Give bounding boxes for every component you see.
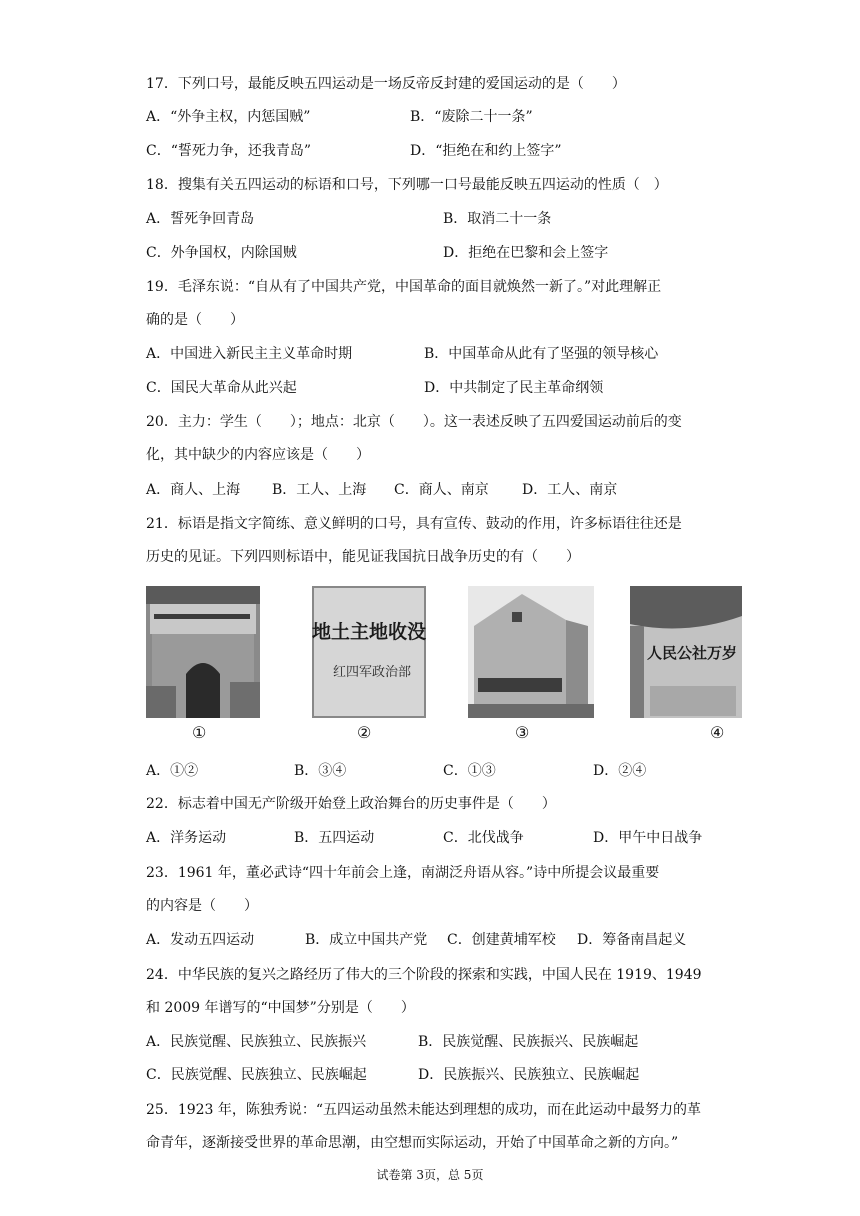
q19-stem-line2: 确的是（ ） <box>146 312 244 328</box>
q18-option-d: D．拒绝在巴黎和会上签字 <box>443 245 609 261</box>
q20-stem-line2: 化，其中缺少的内容应该是（ ） <box>146 447 370 463</box>
q21-option-d: D．②④ <box>593 763 647 779</box>
slogan-photo-4 <box>630 586 742 718</box>
photo-label-3: ③ <box>515 723 530 742</box>
q20-stem-line1: 20．主力：学生（ ）；地点：北京（ ）。这一表述反映了五四爱国运动前后的变 <box>146 414 682 430</box>
slogan-photo-2-subtext: 红四军政治部 <box>332 665 412 680</box>
q17-stem: 17．下列口号，最能反映五四运动是一场反帝反封建的爱国运动的是（ ） <box>146 76 626 92</box>
q21-stem-line2: 历史的见证。下列四则标语中，能见证我国抗日战争历史的有（ ） <box>146 549 580 565</box>
q25-stem-line1: 25．1923 年，陈独秀说：“五四运动虽然未能达到理想的成功，而在此运动中最努力的革 <box>146 1102 702 1118</box>
q20-option-b: B．工人、上海 <box>272 482 367 498</box>
photo-label-1: ① <box>192 723 207 742</box>
q17-option-a: A．“外争主权，内惩国贼” <box>146 109 311 125</box>
q24-stem-line1: 24．中华民族的复兴之路经历了伟大的三个阶段的探索和实践，中国人民在 1919、1949 <box>146 967 702 983</box>
q21-option-c: C．①③ <box>443 763 496 779</box>
q23-stem-line2: 的内容是（ ） <box>146 898 258 914</box>
slogan-photo-3 <box>468 586 594 718</box>
q22-option-c: C．北伐战争 <box>443 830 524 846</box>
q19-option-b: B．中国革命从此有了坚强的领导核心 <box>424 346 659 362</box>
q22-option-d: D．甲午中日战争 <box>593 830 703 846</box>
q25-stem-line2: 命青年，逐渐接受世界的革命思潮，由空想而实际运动，开始了中国革命之新的方向。” <box>146 1135 679 1151</box>
photo-label-2: ② <box>357 723 372 742</box>
q17-option-c: C．“誓死力争，还我青岛” <box>146 143 312 159</box>
slogan-photos <box>146 586 742 718</box>
q18-option-b: B．取消二十一条 <box>443 211 552 227</box>
page-footer: 试卷第 3页，总 5页 <box>376 1168 484 1182</box>
slogan-photo-1 <box>146 586 260 718</box>
q24-option-b: B．民族觉醒、民族振兴、民族崛起 <box>418 1034 639 1050</box>
q24-option-c: C．民族觉醒、民族独立、民族崛起 <box>146 1067 367 1083</box>
photo-label-4: ④ <box>710 723 725 742</box>
q17-option-d: D．“拒绝在和约上签字” <box>410 143 562 159</box>
q22-option-b: B．五四运动 <box>294 830 375 846</box>
q23-option-c: C．创建黄埔军校 <box>447 932 556 948</box>
q23-stem-line1: 23．1961 年，董必武诗“四十年前会上逢，南湖泛舟语从容。”诗中所提会议最重要 <box>146 865 660 881</box>
q23-option-a: A．发动五四运动 <box>146 932 255 948</box>
q21-option-a: A．①② <box>146 763 199 779</box>
q19-option-c: C．国民大革命从此兴起 <box>146 380 297 396</box>
slogan-photo-2 <box>312 586 426 718</box>
slogan-photo-2-text: 地土主地收没 <box>312 621 426 643</box>
q20-option-c: C．商人、南京 <box>394 482 489 498</box>
q24-option-d: D．民族振兴、民族独立、民族崛起 <box>418 1067 640 1083</box>
q18-stem: 18．搜集有关五四运动的标语和口号，下列哪一口号最能反映五四运动的性质（ ） <box>146 177 668 193</box>
q19-stem-line1: 19．毛泽东说：“自从有了中国共产党，中国革命的面目就焕然一新了。”对此理解正 <box>146 279 662 295</box>
q23-option-b: B．成立中国共产党 <box>305 932 428 948</box>
slogan-photo-4-text: 人民公社万岁 <box>646 644 738 662</box>
q21-stem-line1: 21．标语是指文字简练、意义鲜明的口号，具有宣传、鼓动的作用，许多标语往往还是 <box>146 516 682 532</box>
q23-option-d: D．筹备南昌起义 <box>577 932 687 948</box>
q17-option-b: B．“废除二十一条” <box>410 109 533 125</box>
q24-option-a: A．民族觉醒、民族独立、民族振兴 <box>146 1034 367 1050</box>
q18-option-c: C．外争国权，内除国贼 <box>146 245 297 261</box>
q20-option-d: D．工人、南京 <box>522 482 618 498</box>
q22-option-a: A．洋务运动 <box>146 830 227 846</box>
q19-option-d: D．中共制定了民主革命纲领 <box>424 380 604 396</box>
q19-option-a: A．中国进入新民主主义革命时期 <box>146 346 353 362</box>
q20-option-a: A．商人、上海 <box>146 482 241 498</box>
q24-stem-line2: 和 2009 年谱写的“中国梦”分别是（ ） <box>146 1000 415 1016</box>
q21-option-b: B．③④ <box>294 763 347 779</box>
q18-option-a: A．誓死争回青岛 <box>146 211 255 227</box>
q22-stem: 22．标志着中国无产阶级开始登上政治舞台的历史事件是（ ） <box>146 796 556 812</box>
